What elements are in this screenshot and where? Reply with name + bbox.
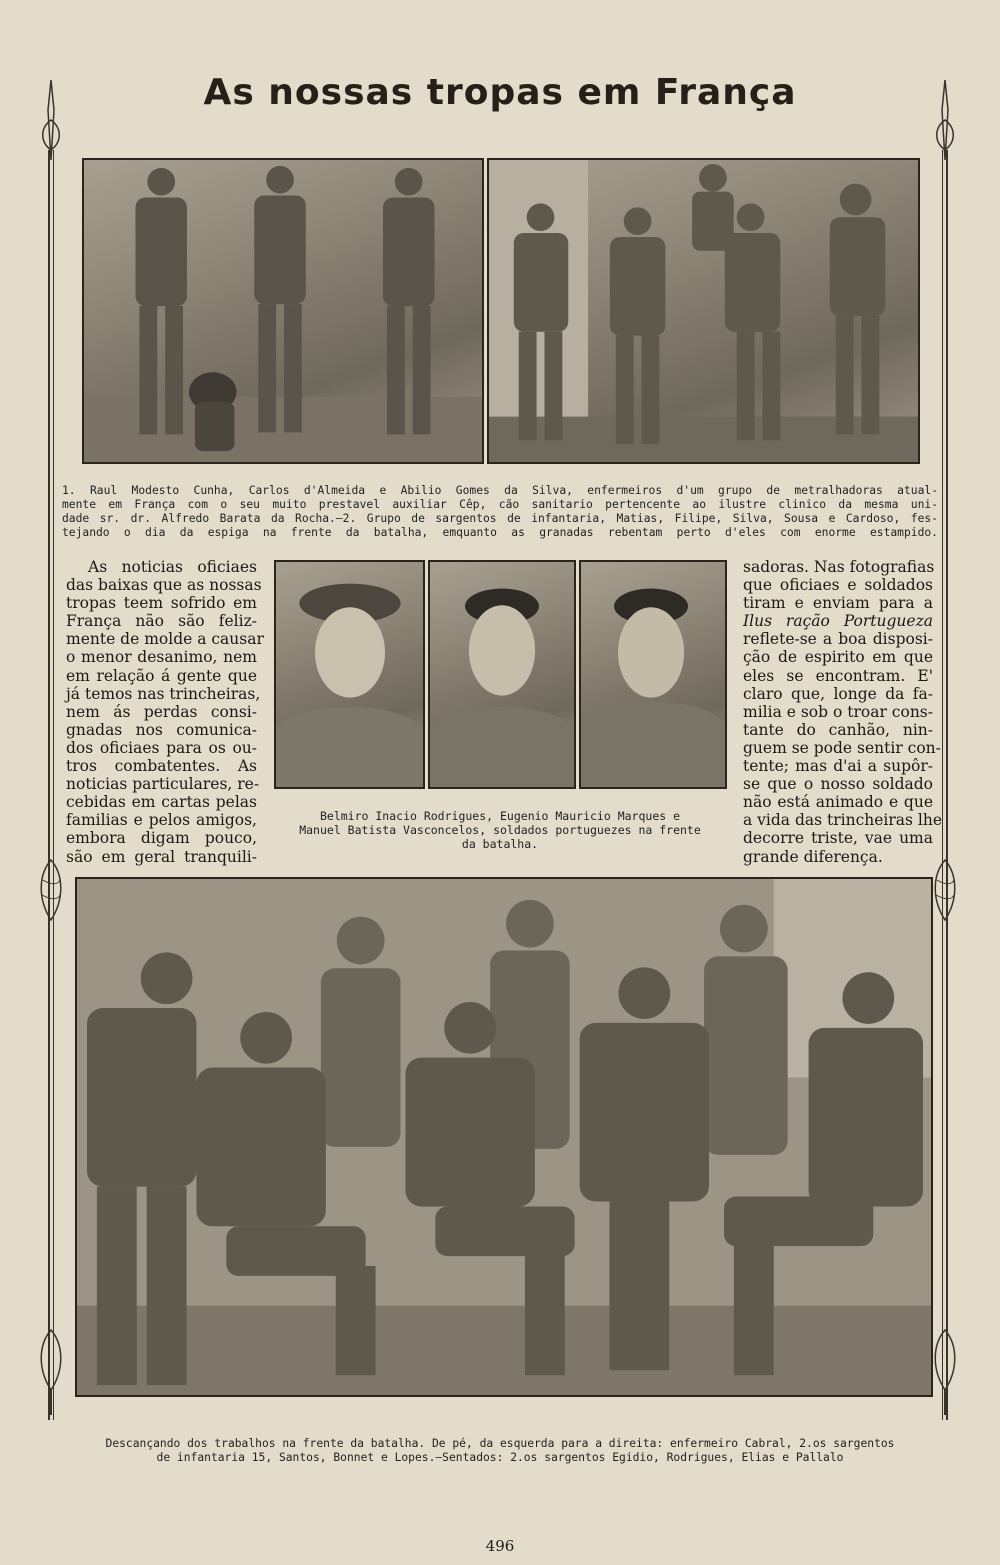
text-line: ção de espirito em que <box>743 648 933 667</box>
left-top-ornament-icon <box>38 80 64 160</box>
text-line: milia e sob o troar cons- <box>743 702 933 721</box>
text-line: são em geral tranquili- <box>66 847 257 866</box>
text-line: guem se pode sentir con- <box>743 738 941 757</box>
photo-group-resting <box>75 877 933 1397</box>
text-line: As noticias oficiaes <box>88 558 257 576</box>
text-line: grande diferença. <box>743 847 883 866</box>
portrait-manuel <box>579 560 727 789</box>
page-number: 496 <box>485 1537 515 1555</box>
text-line-magazine-name: Ilus ração Portugueza <box>743 612 933 631</box>
text-line: tiram e enviam para a <box>743 594 933 613</box>
caption-line: Manuel Batista Vasconcelos, soldados portuguezes na frente <box>299 823 701 837</box>
text-line: noticias particulares, re- <box>66 775 260 794</box>
article-right-column <box>743 558 943 866</box>
text-line: tante do canhão, nin- <box>743 720 933 739</box>
text-line: se que o nosso soldado <box>743 775 933 794</box>
text-line: embora digam pouco, <box>66 829 257 848</box>
caption-line: de infantaria 15, Santos, Bonnet e Lopes.—Sentados: 2.os sargentos Egidio, Rodrigues, Elias e Pallalo <box>156 1451 844 1464</box>
left-border-line <box>48 150 50 1420</box>
text-line: gnadas nos comunica- <box>66 720 257 739</box>
right-border-line <box>946 150 948 1420</box>
portrait-eugenio <box>428 560 576 789</box>
right-bottom-ornament-icon <box>932 1325 958 1415</box>
caption-line: da batalha. <box>461 837 539 851</box>
text-line: familias e pelos amigos, <box>66 811 257 830</box>
text-line: sadoras. Nas fotografias <box>743 558 935 576</box>
portrait-belmiro <box>274 560 425 789</box>
text-line: tropas teem sofrido em <box>66 594 257 613</box>
text-line: já temos nas trincheiras, <box>66 684 261 703</box>
caption-group-photo <box>40 1437 960 1465</box>
left-bottom-ornament-icon <box>38 1325 64 1415</box>
text-line: a vida das trincheiras lhe <box>743 811 943 830</box>
photo-nurses-with-dog <box>82 158 484 464</box>
text-line: França não são feliz- <box>66 612 257 631</box>
page-title: As nossas tropas em França <box>203 72 797 113</box>
text-line: que oficiaes e soldados <box>743 576 933 595</box>
caption-line: 1. Raul Modesto Cunha, Carlos d'Almeida e Abilio Gomes da Silva, enfermeiros d'um grupo de metralhadoras atual- <box>62 484 938 497</box>
caption-top-photos <box>62 484 938 540</box>
text-line: em relação á gente que <box>66 666 257 685</box>
caption-line: Descançando dos trabalhos na frente da batalha. De pé, da esquerda para a direita: enfermeiro Cabral, 2.os sargentos <box>105 1437 895 1450</box>
caption-line: mente em França com o seu muito prestavel auxiliar Cêp, cão sanitario pertencente ao ilustre clinico da mesma uni- <box>62 498 938 511</box>
text-line: eles se encontram. E' <box>743 666 933 685</box>
caption-portraits <box>270 809 730 851</box>
left-border-line-inner <box>53 150 54 1420</box>
text-line: tente; mas d'ai a supôr- <box>743 757 933 776</box>
text-line: das baixas que as nossas <box>66 576 262 595</box>
text-line: mente de molde a causar <box>66 630 264 649</box>
text-line: decorre triste, vae uma <box>743 829 933 848</box>
photo-sergeants-group <box>487 158 920 464</box>
text-line: claro que, longe da fa- <box>743 684 933 703</box>
text-line: não está animado e que <box>743 793 933 812</box>
text-line: nem ás perdas consi- <box>66 702 257 721</box>
text-line: cebidas em cartas pelas <box>66 793 257 812</box>
text-line: tros combatentes. As <box>66 757 257 776</box>
right-top-ornament-icon <box>932 80 958 160</box>
caption-line: dade sr. dr. Alfredo Barata da Rocha.—2. Grupo de sargentos de infantaria, Matias, Filipe, Silva, Sousa e Cardoso, fes- <box>62 512 938 525</box>
caption-line: tejando o dia da espiga na frente da batalha, emquanto as granadas rebentam perto d'eles com enorme estampido. <box>62 526 938 539</box>
right-mid-ornament-icon <box>932 855 958 925</box>
text-line: dos oficiaes para os ou- <box>66 738 257 757</box>
text-line: o menor desanimo, nem <box>66 648 257 667</box>
article-left-column <box>66 558 264 866</box>
text-line: reflete-se a boa disposi- <box>743 630 933 649</box>
caption-line: Belmiro Inacio Rodrigues, Eugenio Mauricio Marques e <box>319 809 681 823</box>
left-mid-ornament-icon <box>38 855 64 925</box>
right-border-line-inner <box>942 150 943 1420</box>
